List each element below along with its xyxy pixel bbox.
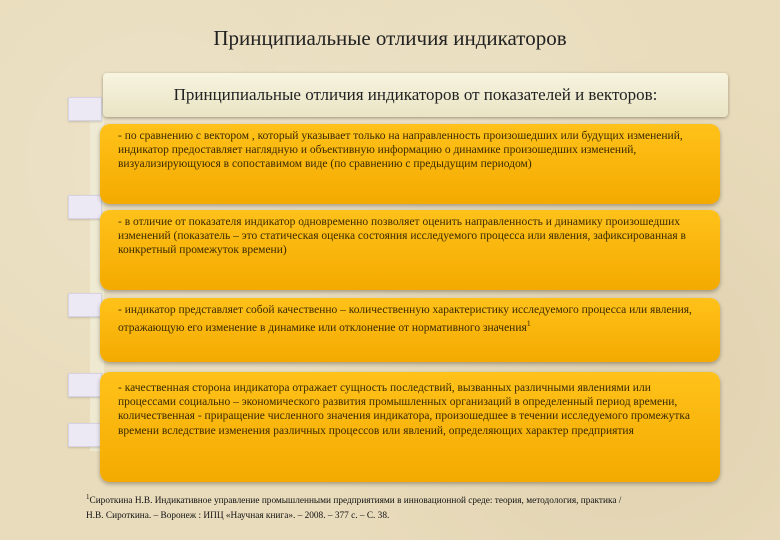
section-header-label: Принципиальные отличия индикаторов от показателей и векторов: <box>173 85 658 104</box>
footnote-number: 1 <box>86 493 90 501</box>
list-item-text: - качественная сторона индикатора отражает сущность последствий, вызванных различными явлениями или процессами социально – экономического развития промышленных организаций в определенный период времени, количественная - приращение численного значения индикатора, произошедшее в течении исследуемого промежутка времени вследствие изменения различных процессов или явлений, определяющих характер предприятия <box>118 382 690 437</box>
list-item-text: - индикатор представляет собой качественно – количественную характеристику исследуемого процесса или явления, отражающую его изменение в динамике или отклонение от нормативного значения <box>118 304 692 335</box>
footnote-citation: Сироткина Н.В. Индикативное управление промышленными предприятиями в инновационной среде: теория, методология, практика / <box>89 496 622 507</box>
connector-block <box>68 423 102 447</box>
list-item <box>100 124 720 204</box>
page-title: Принципиальные отличия индикаторов <box>213 26 567 50</box>
footnote-line-1 <box>86 490 701 509</box>
list-item-text: - в отличие от показателя индикатор одновременно позволяет оценить направленность и динамику произошедших изменений (показатель – это статическая оценка состояния исследуемого процесса или явления, зафиксированная в конкретный промежуток времени) <box>118 216 686 257</box>
list-item <box>100 210 720 290</box>
connector-block <box>68 97 102 121</box>
footnote-line-2: Н.В. Сироткина. – Воронеж : ИПЦ «Научная книга». – 2008. – 377 с. – С. 38. <box>86 511 390 522</box>
footnote <box>86 490 701 524</box>
list-item <box>100 372 720 482</box>
connector-block <box>68 373 102 397</box>
connector-block <box>68 293 102 317</box>
list-item <box>100 298 720 362</box>
section-header <box>103 73 728 117</box>
footnote-marker: 1 <box>526 319 531 329</box>
connector-block <box>68 195 102 219</box>
list-item-text: - по сравнению с вектором , который указывает только на направленность произошедших или будущих изменений, индикатор предоставляет наглядную и объективную информацию о динамике произошедших изменений, визуализирующуюся в сопоставимом виде (по сравнению с предыдущим периодом) <box>118 130 683 171</box>
